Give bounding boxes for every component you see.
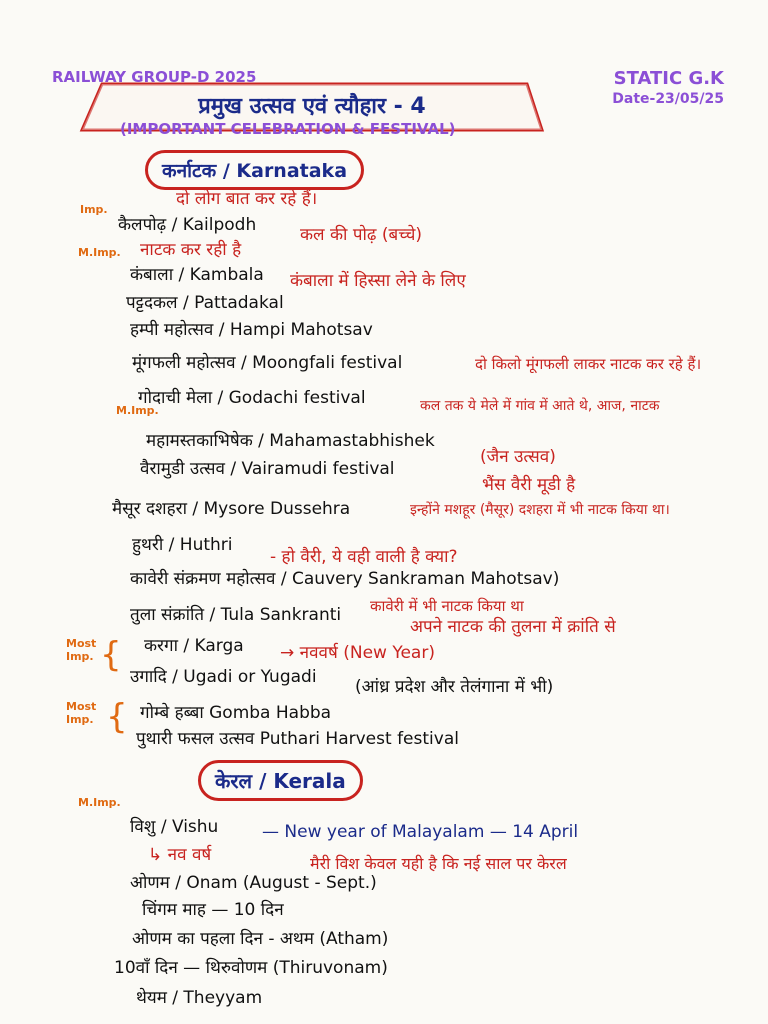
festival-line: ओणम / Onam (August - Sept.)	[130, 873, 377, 893]
page-subtitle: (IMPORTANT CELEBRATION & FESTIVAL)	[120, 120, 456, 138]
festival-line: 10वाँ दिन — थिरुवोणम (Thiruvonam)	[114, 958, 388, 978]
festival-line: हम्पी महोत्सव / Hampi Mahotsav	[130, 320, 373, 340]
mnemonic-note: कावेरी में भी नाटक किया था	[370, 597, 524, 615]
mnemonic-note: दो किलो मूंगफली लाकर नाटक कर रहे हैं।	[475, 355, 702, 373]
note-line: दो लोग बात कर रहे हैं।	[176, 189, 318, 209]
note-line: ↳ नव वर्ष	[148, 845, 212, 865]
festival-line: विशु / Vishu	[130, 817, 219, 837]
mnemonic-note: कल की पोढ़ (बच्चे)	[300, 225, 423, 245]
festival-line: गोदाची मेला / Godachi festival	[138, 388, 366, 408]
festival-line: कंबाला / Kambala	[130, 265, 264, 285]
date-label: Date-23/05/25	[612, 91, 724, 107]
subject-date-block	[612, 68, 724, 107]
mnemonic-note: (जैन उत्सव)	[480, 447, 556, 467]
festival-note: (आंध्र प्रदेश और तेलंगाना में भी)	[355, 677, 554, 697]
importance-tag: Most Imp.	[66, 700, 97, 726]
festival-line: पट्टदकल / Pattadakal	[126, 293, 284, 313]
mnemonic-note: - हो वैरी, ये वही वाली है क्या?	[270, 547, 458, 567]
section-heading-karnataka: कर्नाटक / Karnataka	[145, 150, 364, 190]
importance-tag: M.Imp.	[116, 404, 159, 417]
festival-line: चिंगम माह — 10 दिन	[142, 900, 284, 920]
festival-line: तुला संक्रांति / Tula Sankranti	[130, 605, 342, 625]
festival-line: करगा / Karga	[144, 636, 244, 656]
festival-line: मूंगफली महोत्सव / Moongfali festival	[132, 353, 403, 373]
importance-tag: M.Imp.	[78, 246, 121, 259]
festival-line: गोम्बे हब्बा Gomba Habba	[140, 703, 332, 723]
festival-line: कैलपोढ़ / Kailpodh	[118, 215, 257, 235]
mnemonic-note: अपने नाटक की तुलना में क्रांति से	[410, 617, 616, 637]
mnemonic-note: भैंस वैरी मूडी है	[482, 475, 576, 495]
festival-line: हुथरी / Huthri	[132, 535, 233, 555]
festival-line: पुथारी फसल उत्सव Puthari Harvest festival	[136, 729, 459, 749]
importance-tag: Most Imp.	[66, 637, 97, 663]
festival-line: उगादि / Ugadi or Yugadi	[130, 667, 317, 687]
festival-line: ओणम का पहला दिन - अथम (Atham)	[132, 929, 389, 949]
section-heading-kerala: केरल / Kerala	[198, 760, 363, 801]
festival-line: वैरामुडी उत्सव / Vairamudi festival	[140, 459, 395, 479]
festival-line: कावेरी संक्रमण महोत्सव / Cauvery Sankraman Mahotsav)	[130, 569, 560, 589]
mnemonic-note: → नववर्ष (New Year)	[280, 643, 435, 663]
note-line: नाटक कर रही है	[140, 240, 242, 260]
festival-note: — New year of Malayalam — 14 April	[262, 822, 579, 842]
brace-icon: {	[106, 697, 128, 737]
importance-tag: M.Imp.	[78, 796, 121, 809]
festival-line: मैसूर दशहरा / Mysore Dussehra	[112, 499, 351, 519]
mnemonic-note: कल तक ये मेले में गांव में आते थे, आज, नाटक	[420, 398, 660, 414]
festival-line: महामस्तकाभिषेक / Mahamastabhishek	[146, 431, 435, 451]
festival-line: थेयम / Theyyam	[136, 988, 263, 1008]
page-title: प्रमुख उत्सव एवं त्यौहार - 4	[198, 94, 426, 119]
brace-icon: {	[100, 635, 122, 675]
mnemonic-note: इन्होंने मशहूर (मैसूर) दशहरा में भी नाटक किया था।	[410, 502, 670, 518]
subject-title: STATIC G.K	[613, 68, 724, 89]
mnemonic-note: मैरी विश केवल यही है कि नई साल पर केरल	[310, 854, 567, 873]
exam-header-label: RAILWAY GROUP-D 2025	[52, 68, 257, 86]
importance-tag: Imp.	[80, 203, 108, 216]
mnemonic-note: कंबाला में हिस्सा लेने के लिए	[290, 271, 466, 291]
